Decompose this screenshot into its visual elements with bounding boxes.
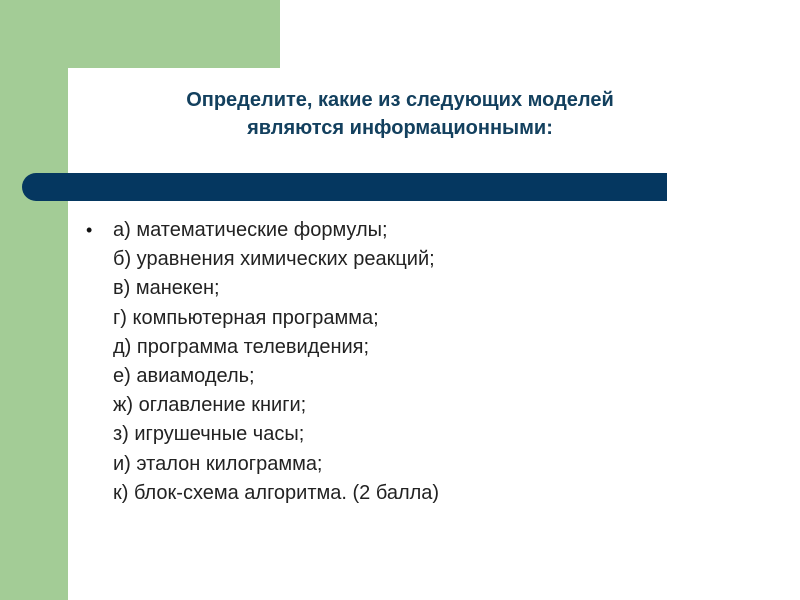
slide-title	[100, 86, 700, 142]
bullet-dot-icon: •	[86, 220, 93, 240]
list-item-d: д) программа телевидения;	[113, 335, 370, 358]
list-item-z: з) игрушечные часы;	[113, 423, 305, 446]
list-item-zh: ж) оглавление книги;	[113, 394, 307, 417]
decorative-divider-bar	[22, 173, 667, 201]
list-item-v: в) манекен;	[113, 277, 220, 300]
slide-title-line-1: Определите, какие из следующих моделей	[186, 89, 614, 111]
list-item-i: и) эталон килограмма;	[113, 452, 323, 475]
list-item-e: е) авиамодель;	[113, 365, 255, 388]
green-left-accent	[0, 0, 68, 600]
answer-options-list	[113, 216, 753, 508]
slide-title-line-2: являются информационными:	[247, 117, 553, 139]
list-item-a: а) математические формулы;	[113, 219, 388, 241]
list-item-k: к) блок-схема алгоритма. (2 балла)	[113, 481, 440, 504]
list-item-g: г) компьютерная программа;	[113, 306, 379, 329]
list-item-b: б) уравнения химических реакций;	[113, 248, 435, 271]
